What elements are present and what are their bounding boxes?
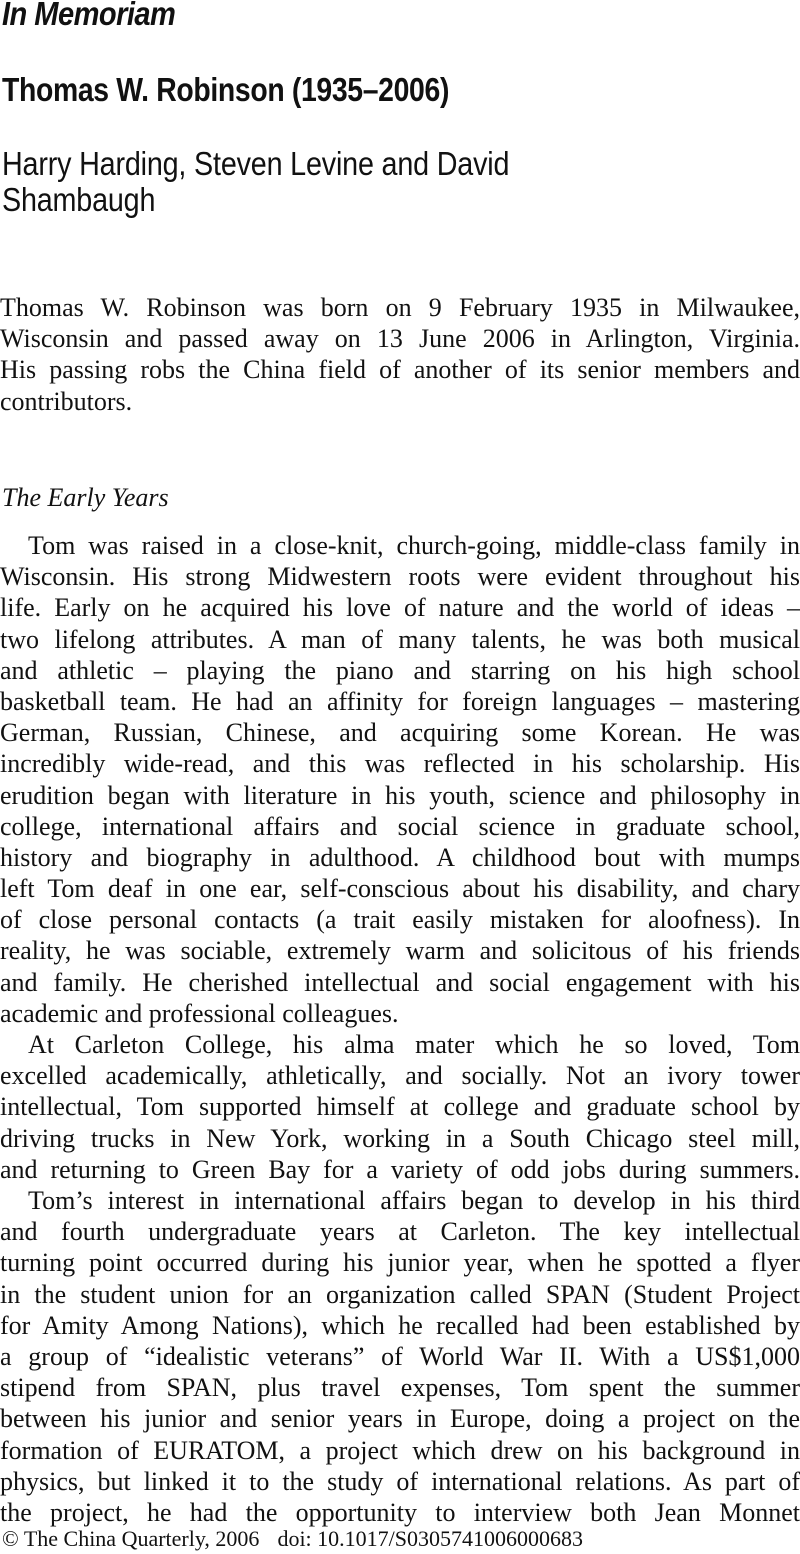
section-heading: The Early Years (2, 483, 169, 512)
text-line: history and biography in adulthood. A childhood bout with mumps (0, 842, 800, 872)
text-line: in the student union for an organization called SPAN (Student Project (0, 1279, 800, 1309)
doi-link[interactable]: doi: 10.1017/S0305741006000683 (277, 1526, 584, 1551)
text-line: academic and professional colleagues. (0, 998, 399, 1028)
text-line: of close personal contacts (a trait easily mistaken for aloofness). In (0, 905, 800, 935)
text-line: intellectual, Tom supported himself at college and graduate school by (0, 1092, 800, 1122)
article-title: Thomas W. Robinson (1935–2006) (2, 71, 450, 108)
text-line: life. Early on he acquired his love of nature and the world of ideas – (0, 593, 800, 623)
text-line: German, Russian, Chinese, and acquiring some Korean. He was (0, 718, 800, 748)
paragraph-carleton (0, 1029, 800, 1185)
text-line: Thomas W. Robinson was born on 9 February 1935 in Milwaukee, (0, 293, 800, 322)
paragraph-international-affairs (0, 1185, 800, 1528)
text-line: between his junior and senior years in Europe, doing a project on the (0, 1404, 800, 1434)
text-line: physics, but linked it to the study of international relations. As part of (0, 1466, 800, 1496)
text-line: stipend from SPAN, plus travel expenses, Tom spent the summer (0, 1373, 800, 1403)
paragraph-early-life (0, 530, 800, 1029)
text-line: and athletic – playing the piano and starring on his high school (0, 655, 800, 685)
text-line: reality, he was sociable, extremely warm and solicitous of his friends (0, 936, 800, 966)
page-footer (2, 1526, 583, 1552)
text-line: left Tom deaf in one ear, self-conscious about his disability, and chary (0, 874, 800, 904)
authors-line: Harry Harding, Steven Levine and David (2, 145, 510, 182)
article-authors (2, 146, 509, 218)
text-line: At Carleton College, his alma mater which he so loved, Tom (28, 1030, 800, 1059)
text-line: excelled academically, athletically, and socially. Not an ivory tower (0, 1061, 800, 1091)
authors-line: Shambaugh (2, 181, 156, 218)
text-line: turning point occurred during his junior year, when he spotted a flyer (0, 1248, 800, 1278)
text-line: formation of EURATOM, a project which drew on his background in (0, 1435, 800, 1465)
text-line: His passing robs the China field of another of its senior members and (0, 355, 800, 385)
text-line: and fourth undergraduate years at Carleton. The key intellectual (0, 1217, 800, 1247)
text-line: Wisconsin. His strong Midwestern roots were evident throughout his (0, 562, 800, 592)
text-line: and returning to Green Bay for a variety of odd jobs during summers. (0, 1154, 800, 1184)
text-line: basketball team. He had an affinity for foreign languages – mastering (0, 686, 800, 716)
intro-paragraph (0, 292, 800, 417)
text-line: erudition began with literature in his youth, science and philosophy in (0, 780, 800, 810)
text-line: a group of “idealistic veterans” of World War II. With a US$1,000 (0, 1341, 800, 1371)
copyright-notice: © The China Quarterly, 2006 (2, 1526, 260, 1551)
text-line: incredibly wide-read, and this was reflected in his scholarship. His (0, 749, 800, 779)
text-line: college, international affairs and social science in graduate school, (0, 811, 800, 841)
text-line: Wisconsin and passed away on 13 June 2006 in Arlington, Virginia. (0, 324, 800, 354)
article-kicker: In Memoriam (2, 0, 176, 32)
text-line: the project, he had the opportunity to interview both Jean Monnet (0, 1497, 800, 1527)
text-line: Tom was raised in a close-knit, church-going, middle-class family in (28, 531, 800, 560)
text-line: two lifelong attributes. A man of many talents, he was both musical (0, 624, 800, 654)
text-line: driving trucks in New York, working in a South Chicago steel mill, (0, 1123, 800, 1153)
text-line: for Amity Among Nations), which he recalled had been established by (0, 1310, 800, 1340)
text-line: and family. He cherished intellectual and social engagement with his (0, 967, 800, 997)
text-line: contributors. (0, 386, 133, 416)
text-line: Tom’s interest in international affairs began to develop in his third (28, 1186, 800, 1215)
